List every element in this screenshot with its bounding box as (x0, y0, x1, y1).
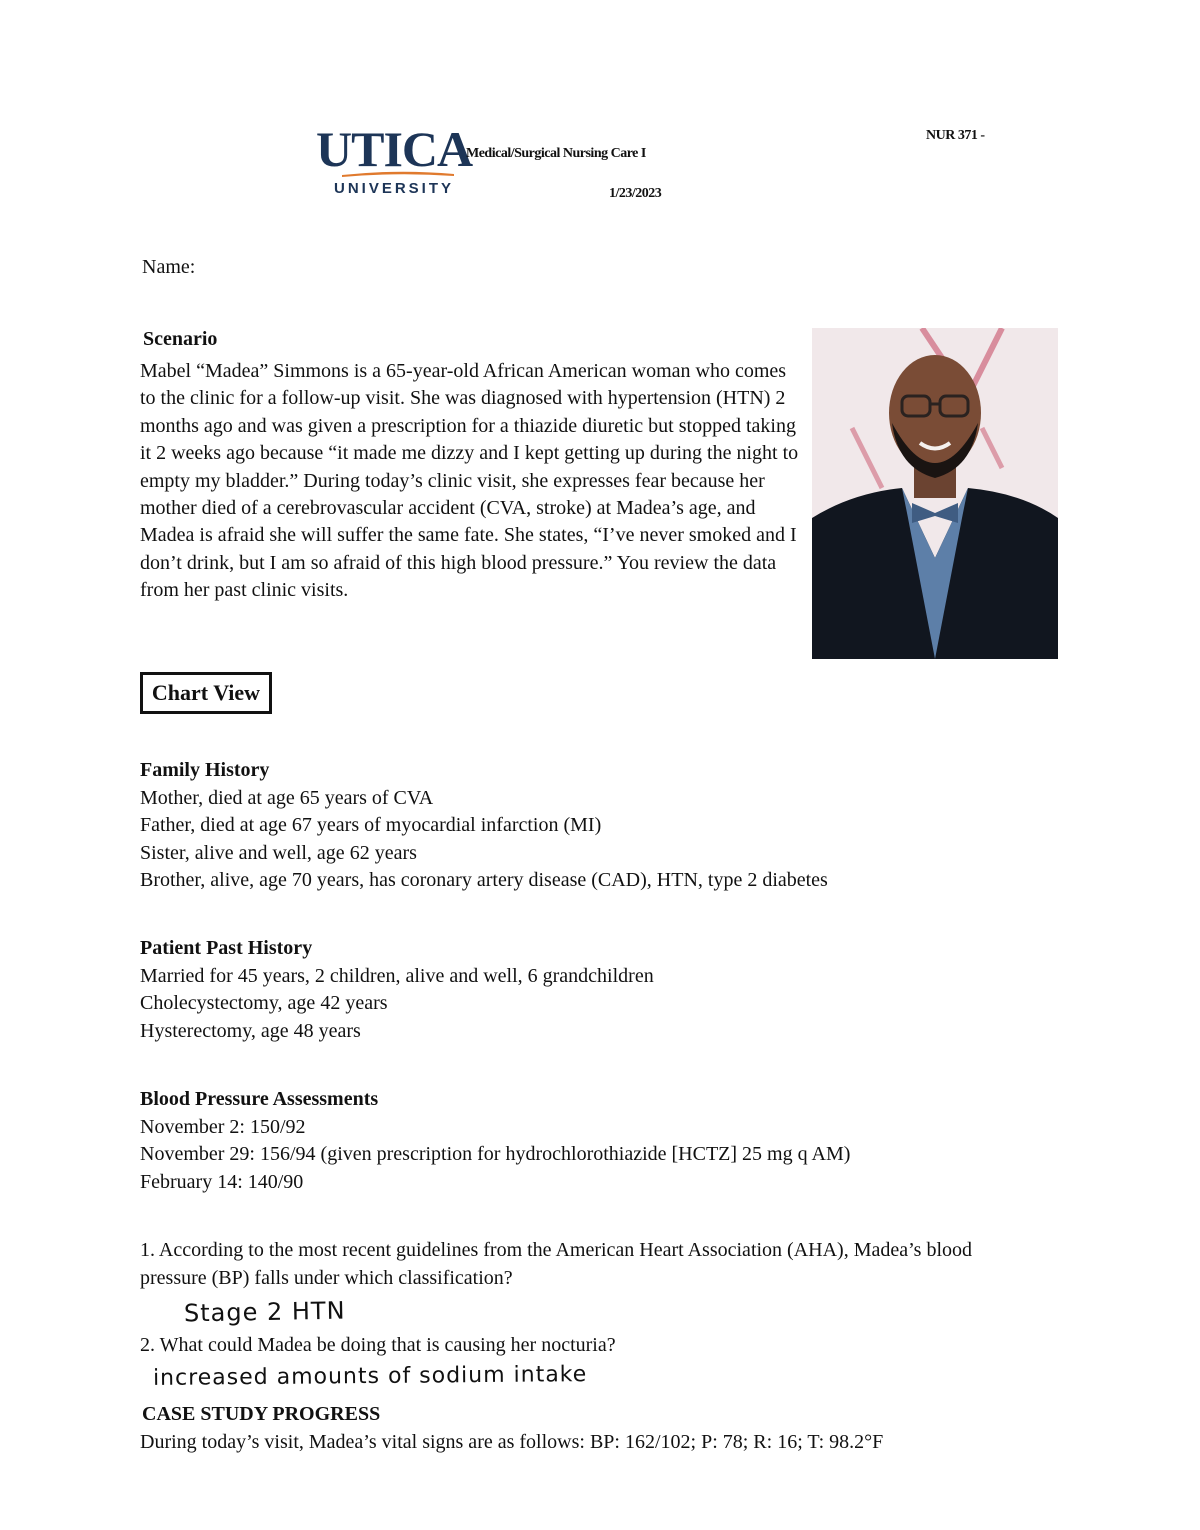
scenario-text: Mabel “Madea” Simmons is a 65-year-old African American woman who comes to the clinic for a follow-up visit. She was diagnosed with hypertension (HTN) 2 months ago and was given a prescription for a thiazide diuretic but stopped taking it 2 weeks ago because “it made me dizzy and I kept getting up during the night to empty my bladder.” During today’s clinic visit, she expresses fear because her mother died of a cerebrovascular accident (CVA, stroke) at Madea’s age, and Madea is afraid she will suffer the same fate. She states, “I’ve never smoked and I don’t drink, but I am so afraid of this high blood pressure.” You review the data from her past clinic visits. (140, 360, 799, 602)
name-label: Name: (142, 256, 196, 278)
list-item: Sister, alive and well, age 62 years (140, 841, 417, 864)
bp-assessments-section (140, 1086, 1040, 1196)
logo-swoosh-icon (342, 171, 454, 177)
logo-subtitle: UNIVERSITY (334, 180, 455, 197)
list-item: November 2: 150/92 (140, 1115, 306, 1138)
family-history-heading: Family History (140, 759, 270, 781)
list-item: Cholecystectomy, age 42 years (140, 992, 388, 1014)
list-item: February 14: 140/90 (140, 1170, 304, 1193)
chart-view-label: Chart View (140, 672, 272, 714)
logo-wordmark: UTICA (316, 121, 473, 177)
utica-university-logo (316, 121, 473, 202)
case-study-progress-text: During today’s visit, Madea’s vital signs are as follows: BP: 162/102; P: 78; R: 16; T: 98.2°F (140, 1431, 884, 1453)
course-date: 1/23/2023 (609, 186, 662, 201)
past-history-heading: Patient Past History (140, 937, 313, 959)
list-item: Brother, alive, age 70 years, has coronary artery disease (CAD), HTN, type 2 diabetes (140, 869, 828, 891)
list-item: Father, died at age 67 years of myocardial infarction (MI) (140, 814, 602, 836)
question-1: 1. According to the most recent guidelines from the American Heart Association (AHA), Madea’s blood pressure (BP) falls under which classification? (140, 1239, 973, 1289)
list-item: Hysterectomy, age 48 years (140, 1019, 361, 1042)
course-title: Medical/Surgical Nursing Care I (466, 146, 646, 161)
course-code: NUR 371 - (926, 128, 985, 143)
past-history-section (140, 935, 1040, 1045)
question-2: 2. What could Madea be doing that is causing her nocturia? (140, 1334, 616, 1356)
list-item: Mother, died at age 65 years of CVA (140, 786, 434, 809)
family-history-section (140, 757, 1040, 895)
case-study-progress-heading: CASE STUDY PROGRESS (142, 1403, 381, 1425)
patient-photo (812, 328, 1058, 659)
bp-assessments-heading: Blood Pressure Assessments (140, 1088, 379, 1110)
list-item: Married for 45 years, 2 children, alive and well, 6 grandchildren (140, 964, 654, 987)
scenario-heading: Scenario (143, 328, 218, 350)
handwritten-answer-2: increased amounts of sodium intake (152, 1362, 588, 1391)
list-item: November 29: 156/94 (given prescription for hydrochlorothiazide [HCTZ] 25 mg q AM) (140, 1143, 851, 1165)
handwritten-answer-1: Stage 2 HTN (183, 1296, 346, 1328)
